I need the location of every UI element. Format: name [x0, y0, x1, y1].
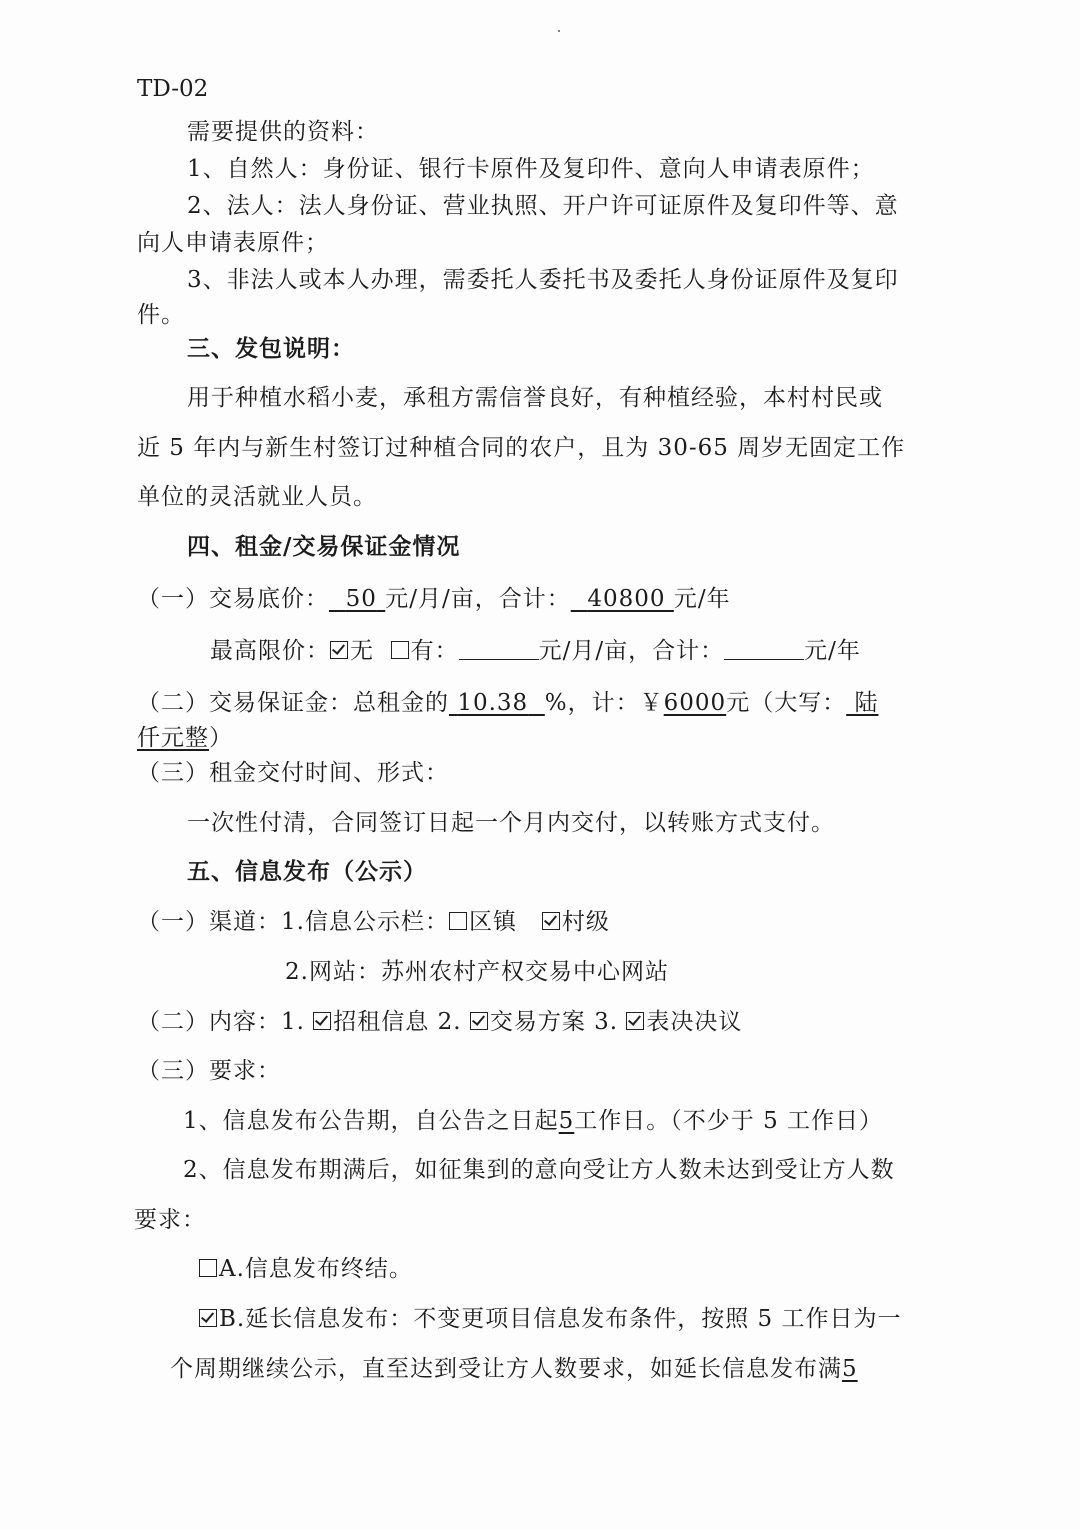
max-price-total-blank[interactable] [724, 637, 804, 660]
content-1-checkbox[interactable] [313, 1012, 331, 1030]
website-line: 2.网站：苏州农村产权交易中心网站 [285, 959, 669, 985]
option-b-checkbox[interactable] [199, 1309, 217, 1327]
max-price-unit: 元/月/亩，合计： [538, 638, 725, 664]
requirement-2b: 要求： [134, 1207, 206, 1233]
base-price-total-value: 40800 [587, 586, 666, 612]
deposit-mid-2: 元（大写： [726, 690, 847, 716]
section-3-line-1: 用于种植水稻小麦，承租方需信誉良好，有种植经验，本村村民或 [187, 385, 883, 411]
content-prefix: （二）内容：1. [137, 1009, 305, 1035]
option-a-line [199, 1254, 413, 1284]
deposit-words-b: 仟元整 [137, 725, 209, 751]
doc-code: TD-02 [137, 76, 209, 102]
deposit-percent-value: 10.38 [457, 690, 529, 716]
deposit-line-2 [137, 723, 233, 753]
deposit-amount-value: 6000 [663, 690, 727, 716]
base-price-suffix: 元/年 [673, 586, 731, 612]
option-b-line [199, 1304, 901, 1334]
deposit-line [137, 688, 879, 718]
materials-item-3a: 3、非法人或本人办理，需委托人委托书及委托人身份证原件及复印 [187, 267, 899, 293]
channel-village-label: 村级 [561, 909, 610, 935]
payment-title: （三）租金交付时间、形式： [137, 760, 449, 786]
option-b-label: B.延长信息发布：不变更项目信息发布条件，按照 5 工作日为一 [219, 1306, 902, 1332]
channel-district-checkbox[interactable] [449, 912, 467, 930]
content-2-label: 交易方案 3. [489, 1009, 619, 1035]
deposit-suffix: ） [209, 725, 233, 751]
materials-item-2a: 2、法人：法人身份证、营业执照、开户许可证原件及复印件等、意 [187, 193, 899, 219]
content-3-label: 表决决议 [646, 1009, 743, 1035]
materials-item-1: 1、自然人：身份证、银行卡原件及复印件、意向人申请表原件； [187, 156, 875, 182]
base-price-line [137, 584, 731, 614]
option-b-label-2: 个周期继续公示，直至达到受让方人数要求，如延长信息发布满 [170, 1356, 842, 1382]
section-3-line-3: 单位的灵活就业人员。 [137, 484, 377, 510]
base-price-mid: 元/月/亩，合计： [385, 586, 571, 612]
scan-speck [558, 30, 560, 32]
requirement-2a: 2、信息发布期满后，如征集到的意向受让方人数未达到受让方人数 [183, 1157, 895, 1183]
payment-text: 一次性付清，合同签订日起一个月内交付，以转账方式支付。 [187, 810, 835, 836]
section-3-line-2: 近 5 年内与新生村签订过种植合同的农户，且为 30-65 周岁无固定工作 [137, 435, 906, 461]
requirement-1 [183, 1106, 883, 1136]
content-3-checkbox[interactable] [626, 1012, 644, 1030]
option-b-line-2 [170, 1354, 858, 1384]
materials-title: 需要提供的资料： [187, 119, 379, 145]
deposit-prefix: （二）交易保证金：总租金的 [137, 690, 449, 716]
channel-line [137, 907, 610, 937]
channel-district-label: 区镇 [468, 909, 517, 935]
base-price-unit-value: 50 [345, 586, 377, 612]
content-line [137, 1007, 742, 1037]
max-price-yes-checkbox[interactable] [391, 641, 409, 659]
max-price-line [210, 636, 861, 666]
base-price-prefix: （一）交易底价： [137, 586, 329, 612]
max-price-yes-label: 有： [410, 638, 459, 664]
requirement-1-text-a: 1、信息发布公告期，自公告之日起 [183, 1108, 559, 1134]
requirement-1-days: 5 [558, 1108, 575, 1134]
requirement-title: （三）要求： [137, 1058, 281, 1084]
materials-item-2b: 向人申请表原件； [137, 230, 329, 256]
deposit-words-a: 陆 [854, 690, 879, 716]
content-1-label: 招租信息 2. [333, 1009, 462, 1035]
requirement-1-text-b: 工作日。（不少于 5 工作日） [574, 1108, 884, 1134]
option-a-label: A.信息发布终结。 [219, 1256, 413, 1282]
section-5-title: 五、信息发布（公示） [187, 858, 427, 885]
max-price-none-checkbox[interactable] [330, 641, 348, 659]
channel-prefix: （一）渠道：1.信息公示栏： [137, 909, 449, 935]
section-4-title: 四、租金/交易保证金情况 [187, 533, 461, 560]
option-b-days: 5 [842, 1356, 858, 1382]
max-price-unit-blank[interactable] [459, 637, 539, 660]
section-3-title: 三、发包说明： [187, 335, 355, 362]
max-price-suffix: 元/年 [804, 638, 861, 664]
materials-item-3b: 件。 [137, 302, 185, 328]
option-a-checkbox[interactable] [199, 1259, 217, 1277]
max-price-prefix: 最高限价： [210, 638, 330, 664]
max-price-none-label: 无 [350, 638, 374, 664]
content-2-checkbox[interactable] [470, 1012, 488, 1030]
deposit-mid: %，计：￥ [544, 690, 664, 716]
channel-village-checkbox[interactable] [542, 912, 560, 930]
